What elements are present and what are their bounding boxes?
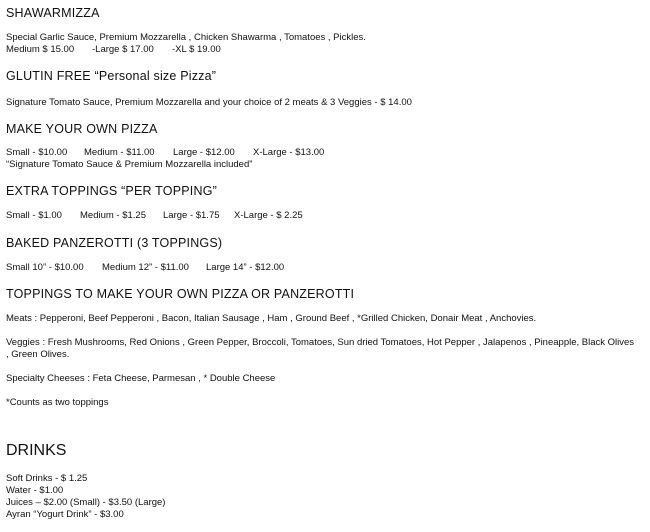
veggies-list: Veggies : Fresh Mushrooms, Red Onions , Green Pepper, Broccoli, Tomatoes, Sun dried Tomatoes, Hot Pepper , Jalapenos , Pineapple, Black Olives , Green Olives. xyxy=(6,337,635,360)
shawarmizza-description: Special Garlic Sauce, Premium Mozzarella , Chicken Shawarma , Tomatoes , Pickles. xyxy=(6,32,366,43)
price-medium: Medium 12” - $11.00 xyxy=(102,262,189,273)
extra-toppings-heading: EXTRA TOPPINGS “PER TOPPING” xyxy=(6,184,217,198)
price-small: Small - $1.00 xyxy=(6,210,62,221)
price-large: Large 14” - $12.00 xyxy=(206,262,285,273)
drink-item: Juices – $2.00 (Small) - $3.50 (Large) xyxy=(6,497,166,508)
price-xlarge: X-Large - $ 2.25 xyxy=(234,210,303,221)
price-large: Large - $1.75 xyxy=(163,210,220,221)
price-small: Small 10” - $10.00 xyxy=(6,262,84,273)
gluten-free-heading: GLUTIN FREE “Personal size Pizza” xyxy=(6,69,217,83)
drink-item: Water - $1.00 xyxy=(6,485,64,496)
make-your-own-prices xyxy=(6,147,324,159)
gluten-free-description: Signature Tomato Sauce, Premium Mozzarella and your choice of 2 meats & 3 Veggies - $ 14.00 xyxy=(6,97,412,108)
panzerotti-heading: BAKED PANZEROTTI (3 TOPPINGS) xyxy=(6,236,223,250)
shawarmizza-prices xyxy=(6,44,221,56)
price-xlarge: X-Large - $13.00 xyxy=(253,147,325,158)
make-your-own-note: “Signature Tomato Sauce & Premium Mozzarella included” xyxy=(6,159,253,170)
price-large: -Large $ 17.00 xyxy=(92,44,154,55)
toppings-heading: TOPPINGS TO MAKE YOUR OWN PIZZA OR PANZEROTTI xyxy=(6,287,355,301)
price-medium: Medium - $1.25 xyxy=(80,210,147,221)
price-medium: Medium - $11.00 xyxy=(84,147,155,158)
price-small: Small - $10.00 xyxy=(6,147,68,158)
drinks-heading: DRINKS xyxy=(6,442,67,459)
cheeses-list: Specialty Cheeses : Feta Cheese, Parmesan , * Double Cheese xyxy=(6,373,276,384)
price-xl: -XL $ 19.00 xyxy=(172,44,221,55)
panzerotti-prices xyxy=(6,262,284,274)
meats-list: Meats : Pepperoni, Beef Pepperoni , Bacon, Italian Sausage , Ham , Ground Beef , *Grilled Chicken, Donair Meat , Anchovies. xyxy=(6,313,537,324)
toppings-note: *Counts as two toppings xyxy=(6,397,109,408)
drink-item: Ayran “Yogurt Drink” - $3.00 xyxy=(6,509,124,520)
extra-toppings-prices xyxy=(6,210,303,222)
drink-item: Soft Drinks - $ 1.25 xyxy=(6,473,88,484)
price-large: Large - $12.00 xyxy=(173,147,235,158)
shawarmizza-heading: SHAWARMIZZA xyxy=(6,6,100,20)
price-medium: Medium $ 15.00 xyxy=(6,44,75,55)
make-your-own-heading: MAKE YOUR OWN PIZZA xyxy=(6,122,158,136)
